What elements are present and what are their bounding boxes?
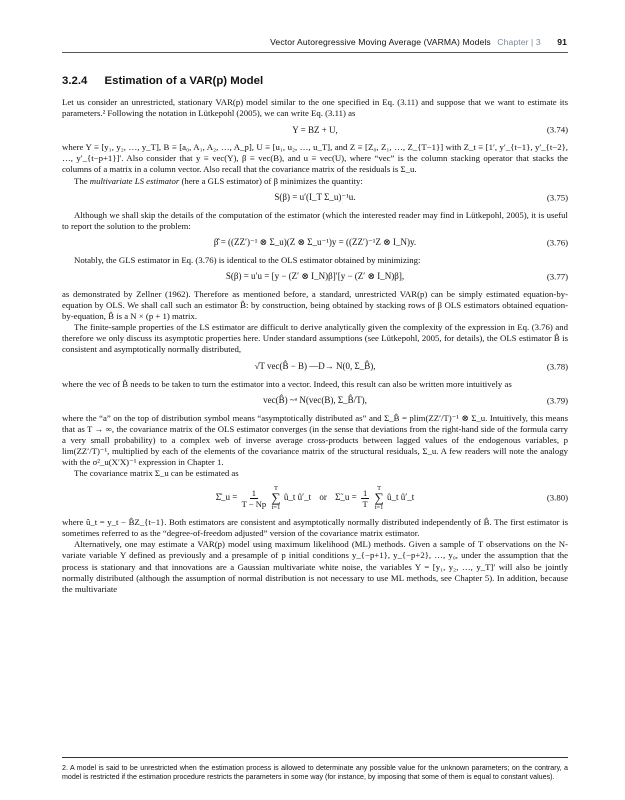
summation bbox=[374, 485, 383, 511]
paragraph: Although we shall skip the details of the computation of the estimator (which the interested reader may find in Lütkepohl, 2005), it is useful to report the solution to the problem: bbox=[62, 209, 568, 231]
page-body bbox=[62, 76, 568, 595]
fraction bbox=[242, 488, 266, 509]
sum-lower: t=1 bbox=[271, 504, 281, 512]
paragraph: Let us consider an unrestricted, stationary VAR(p) model similar to the one specified in Eq. (3.11) and suppose that we want to estimate its parameters.² Following the notation in Lütkepohl (2005), we can write Eq. (3.11) as bbox=[62, 97, 568, 119]
emphasis-term: multivariate LS estimator bbox=[89, 175, 180, 186]
section-number: 3.2.4 bbox=[62, 75, 88, 87]
sum-upper: T bbox=[377, 485, 382, 493]
fraction-numerator: 1 bbox=[362, 487, 368, 498]
footnote: 2. A model is said to be unrestricted when the estimation process is allowed to determinate any possible value for the unknown parameters; on the contrary, a model is restricted if the estimation procedure restricts the parameters in some way (for instance, by imposing that some of them is equal to constant values). bbox=[62, 764, 568, 781]
equation-number: (3.74) bbox=[546, 124, 568, 135]
equation-body: Y = BZ + U, bbox=[292, 124, 338, 135]
equation-number: (3.78) bbox=[546, 360, 568, 371]
equation-number: (3.77) bbox=[546, 271, 568, 282]
sum-upper: T bbox=[273, 485, 278, 493]
equation-body: S(β) = u′(I_T Σ_u)⁻¹u. bbox=[274, 192, 356, 203]
equation-3-75 bbox=[62, 191, 568, 205]
eq-lhs: Σ̂_u = bbox=[215, 492, 238, 503]
section-heading bbox=[62, 76, 568, 87]
paragraph: where the “a” on the top of distribution symbol means “asymptotically distributed as” and Σ_B̂ = plim(ZZ′/T)⁻¹ ⊗ Σ_u. Intuitively, this means that as T → ∞, the covariance matrix of the OLS estimator converges (in the sense that deviations from the right-hand side of the formula carry a very small probability) to a complex web of inverse average cross-products between lagged values of the endogenous variables, p lim(ZZ′/T)⁻¹, multiplied by each of the elements of the covariance matrix of the structural residuals, Σ_u. A few readers will note the analogy with the σ²_u(X′X)⁻¹ expression in Chapter 1. bbox=[62, 412, 568, 467]
sigma-symbol: ∑ bbox=[271, 490, 281, 506]
sum-lower: t=1 bbox=[374, 504, 384, 512]
paragraph: where û_t = y_t − B̂Z_{t−1}. Both estimators are consistent and asymptotically normally distributed independently of B̂. The first estimator is sometimes referred to as the “degree-of-freedom adjusted” version of the covariance matrix estimator. bbox=[62, 517, 568, 539]
fraction-denominator: T − Np bbox=[241, 498, 267, 509]
paragraph: The covariance matrix Σ_u can be estimated as bbox=[74, 468, 239, 479]
running-title: Vector Autoregressive Moving Average (VARMA) Models bbox=[270, 37, 491, 47]
eq-connector: or bbox=[319, 492, 327, 503]
equation-body: β̂ = ((ZZ′)⁻¹ ⊗ Σ_u)(Z ⊗ Σ_u⁻¹)y = ((ZZ′)⁻¹Z ⊗ I_N)y. bbox=[213, 237, 417, 248]
chapter-label: Chapter | 3 bbox=[497, 37, 541, 47]
fraction-denominator: T bbox=[362, 498, 368, 509]
equation-3-74 bbox=[62, 123, 568, 137]
paragraph: Notably, the GLS estimator in Eq. (3.76) is identical to the OLS estimator obtained by minimizing: bbox=[74, 254, 421, 265]
equation-number: (3.76) bbox=[546, 237, 568, 248]
fraction bbox=[361, 488, 369, 509]
eq-term: û_t û′_t bbox=[283, 492, 312, 503]
equation-3-80 bbox=[62, 485, 568, 511]
paragraph: where the vec of B̂ needs to be taken to turn the estimator into a vector. Indeed, this result can also be written more intuitively as bbox=[62, 378, 512, 389]
text-run: The bbox=[74, 175, 90, 186]
equation-3-77 bbox=[62, 270, 568, 284]
paragraph bbox=[62, 176, 568, 187]
header-rule bbox=[62, 52, 568, 53]
summation bbox=[271, 485, 280, 511]
paragraph: The finite-sample properties of the LS estimator are difficult to derive analytically given the complexity of the expression in Eq. (3.76) and therefore we only discuss its asymptotic properties here. Under standard assumptions (see Lütkepohl, 2005, for details), the OLS estimator B̂ is consistent and asymptotically normally distributed, bbox=[62, 322, 568, 355]
equation-body: vec(B̂) ~ᵃ N(vec(B), Σ_B̂/T), bbox=[263, 395, 367, 406]
equation-number: (3.75) bbox=[546, 192, 568, 203]
footnote-rule bbox=[62, 757, 568, 758]
eq-lhs: Σ̃_u = bbox=[335, 492, 357, 503]
eq-term: û_t û′_t bbox=[386, 492, 415, 503]
running-header bbox=[270, 37, 567, 47]
equation-body bbox=[216, 485, 414, 511]
fraction-numerator: 1 bbox=[251, 487, 256, 498]
sigma-symbol: ∑ bbox=[374, 490, 384, 506]
equation-body: √T vec(B̂ − B) —D→ N(0, Σ_B̂), bbox=[254, 360, 376, 371]
paragraph: where Y ≡ [y₁, y₂, …, y_T], B ≡ [a₀, A₁, A₂, …, A_p], U ≡ [u₁, u₂, …, u_T], and Z ≡ [Z₀, Z₁, …, Z_{T−1}] with Z_t ≡ [1′, y′_{t−1}, y′_{t−2}, …, y′_{t−p+1}]′. Also consider that y ≡ vec(Y), β ≡ vec(B), and u ≡ vec(U), where “vec” is the column stacking operator that stacks the columns of a matrix in a column vector. Also recall that the covariance matrix of the residuals is Σ_u. bbox=[62, 142, 568, 175]
paragraph: Alternatively, one may estimate a VAR(p) model using maximum likelihood (ML) methods. Given a sample of T observations on the N-variate variable Y defined as previously and a presample of p initial conditions y_{−p+1}, y_{−p+2}, …, y₀, under the assumption that the process is stationary and that innovations are a Gaussian multivariate white noise, the variables Y = [y₁, y₂, …, y_T]′ will also be jointly normally distributed (although the assumption of normal distribution is not necessary to use ML methods, see Chapter 5). In addition, because the multivariate bbox=[62, 539, 568, 594]
equation-3-76 bbox=[62, 236, 568, 250]
paragraph: as demonstrated by Zellner (1962). Therefore as mentioned before, a standard, unrestricted VAR(p) can be simply estimated equation-by-equation by OLS. We shall call such an estimator B̂: by construction, being obtained by stacking rows of β OLS estimators obtained equation-by-equation, B̂ is a N × (p + 1) matrix. bbox=[62, 288, 568, 322]
equation-3-79 bbox=[62, 394, 568, 408]
equation-number: (3.79) bbox=[546, 395, 568, 406]
equation-3-78 bbox=[62, 360, 568, 374]
page-number: 91 bbox=[557, 37, 567, 47]
equation-number: (3.80) bbox=[546, 492, 568, 503]
text-run: (here a GLS estimator) of β minimizes the quantity: bbox=[179, 175, 363, 186]
section-title: Estimation of a VAR(p) Model bbox=[104, 75, 264, 87]
equation-body: S(β) = u′u = [y − (Z′ ⊗ I_N)β]′[y − (Z′ ⊗ I_N)β], bbox=[225, 271, 405, 282]
